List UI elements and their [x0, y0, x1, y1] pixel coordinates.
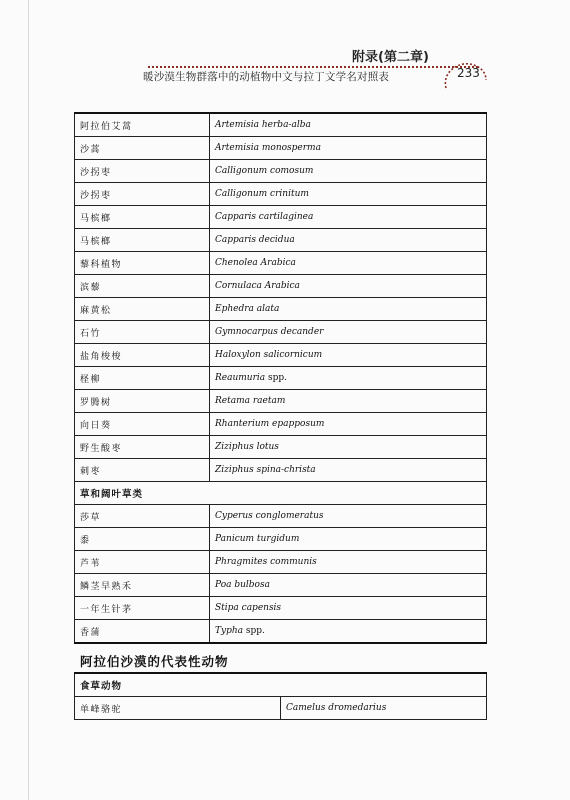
animals-heading: 阿拉伯沙漠的代表性动物: [80, 654, 229, 669]
latin-name: Camelus dromedarius: [286, 703, 387, 713]
table-row: [75, 160, 487, 183]
latin-name-cell: [210, 206, 487, 229]
latin-name: Gymnocarpus decander: [215, 327, 324, 337]
latin-name-cell: [210, 574, 487, 597]
latin-name: Cyperus conglomeratus: [215, 511, 324, 521]
latin-name-cell: [210, 367, 487, 390]
page-gutter-line: [28, 0, 29, 800]
latin-name: Typha: [215, 626, 244, 636]
latin-name: Artemisia monosperma: [215, 143, 321, 153]
chinese-name-cell: 沙拐枣: [75, 160, 210, 183]
chinese-name-cell: 马槟榔: [75, 229, 210, 252]
latin-name-cell: [210, 183, 487, 206]
chinese-name-cell: 盐角梭梭: [75, 344, 210, 367]
table-row: [75, 574, 487, 597]
latin-name-cell: [210, 436, 487, 459]
latin-name-cell: [210, 113, 487, 137]
table-row: [75, 113, 487, 137]
table-row: [75, 459, 487, 482]
chinese-name-cell: 一年生针茅: [75, 597, 210, 620]
chinese-name-cell: 沙蒿: [75, 137, 210, 160]
section-row: [75, 482, 487, 505]
table-row: [75, 367, 487, 390]
table-row: [75, 183, 487, 206]
chinese-name-cell: 香蒲: [75, 620, 210, 644]
latin-name-cell: [210, 551, 487, 574]
latin-name-cell: [210, 390, 487, 413]
latin-name: Haloxylon salicornicum: [215, 350, 323, 360]
table-row: [75, 551, 487, 574]
chinese-name-cell: 柽柳: [75, 367, 210, 390]
table-row: [75, 390, 487, 413]
table-row: [75, 206, 487, 229]
chinese-name-cell: 芦苇: [75, 551, 210, 574]
latin-name: Reaumuria: [215, 373, 266, 383]
plants-table: [74, 112, 487, 644]
latin-suffix: spp.: [265, 373, 288, 383]
latin-name: Retama raetam: [215, 396, 286, 406]
chinese-name-cell: 藜科植物: [75, 252, 210, 275]
latin-name-cell: [210, 459, 487, 482]
latin-name-cell: [210, 620, 487, 644]
latin-name-cell: [210, 298, 487, 321]
latin-name: Rhanterium epapposum: [215, 419, 325, 429]
chinese-name-cell: 黍: [75, 528, 210, 551]
table-row: [75, 137, 487, 160]
latin-name: Panicum turgidum: [215, 534, 300, 544]
table-row: [75, 697, 487, 720]
latin-name: Capparis decidua: [215, 235, 295, 245]
table-row: [75, 252, 487, 275]
latin-name-cell: [210, 321, 487, 344]
latin-name-cell: [210, 344, 487, 367]
table-row: [75, 505, 487, 528]
animals-table: [74, 672, 487, 720]
latin-name: Artemisia herba-alba: [215, 120, 311, 130]
latin-name: Calligonum crinitum: [215, 189, 309, 199]
table-row: [75, 275, 487, 298]
section-row: [75, 673, 487, 697]
section-label: 食草动物: [75, 673, 487, 697]
table-row: [75, 229, 487, 252]
chinese-name-cell: 阿拉伯艾蒿: [75, 113, 210, 137]
page-number: 233: [457, 66, 480, 80]
header-subtitle: 暖沙漠生物群落中的动植物中文与拉丁文学名对照表: [143, 71, 390, 83]
table-row: [75, 298, 487, 321]
latin-name: Ziziphus lotus: [215, 442, 279, 452]
latin-name-cell: [210, 597, 487, 620]
table-row: [75, 344, 487, 367]
chinese-name-cell: 麻黄松: [75, 298, 210, 321]
latin-name-cell: [210, 252, 487, 275]
chinese-name-cell: 单峰骆驼: [75, 697, 281, 720]
latin-name: Calligonum comosum: [215, 166, 314, 176]
running-header: [0, 0, 570, 100]
header-dotted-rule: [148, 66, 478, 68]
chinese-name-cell: 滨藜: [75, 275, 210, 298]
latin-name-cell: [210, 275, 487, 298]
chinese-name-cell: 鳞茎早熟禾: [75, 574, 210, 597]
latin-name: Poa bulbosa: [215, 580, 270, 590]
chinese-name-cell: 向日葵: [75, 413, 210, 436]
latin-name: Stipa capensis: [215, 603, 282, 613]
animals-table-body: [75, 673, 487, 720]
table-row: [75, 321, 487, 344]
table-row: [75, 436, 487, 459]
latin-name-cell: [210, 528, 487, 551]
latin-name-cell: [210, 229, 487, 252]
section-label: 草和阔叶草类: [75, 482, 487, 505]
table-row: [75, 528, 487, 551]
chinese-name-cell: 石竹: [75, 321, 210, 344]
table-row: [75, 620, 487, 644]
latin-name: Ephedra alata: [215, 304, 280, 314]
header-title: 附录(第二章): [352, 50, 429, 65]
chinese-name-cell: 刺枣: [75, 459, 210, 482]
latin-name-cell: [210, 413, 487, 436]
chinese-name-cell: 莎草: [75, 505, 210, 528]
latin-name-cell: [281, 697, 487, 720]
chinese-name-cell: 罗腾树: [75, 390, 210, 413]
chinese-name-cell: 沙拐枣: [75, 183, 210, 206]
latin-suffix: spp.: [243, 626, 265, 636]
latin-name: Chenolea Arabica: [215, 258, 296, 268]
latin-name: Phragmites communis: [215, 557, 317, 567]
plants-table-body: [75, 113, 487, 643]
latin-name-cell: [210, 160, 487, 183]
latin-name-cell: [210, 505, 487, 528]
table-row: [75, 413, 487, 436]
chinese-name-cell: 马槟榔: [75, 206, 210, 229]
latin-name: Capparis cartilaginea: [215, 212, 314, 222]
latin-name: Cornulaca Arabica: [215, 281, 300, 291]
latin-name-cell: [210, 137, 487, 160]
table-row: [75, 597, 487, 620]
latin-name: Ziziphus spina-christa: [215, 465, 316, 475]
chinese-name-cell: 野生酸枣: [75, 436, 210, 459]
